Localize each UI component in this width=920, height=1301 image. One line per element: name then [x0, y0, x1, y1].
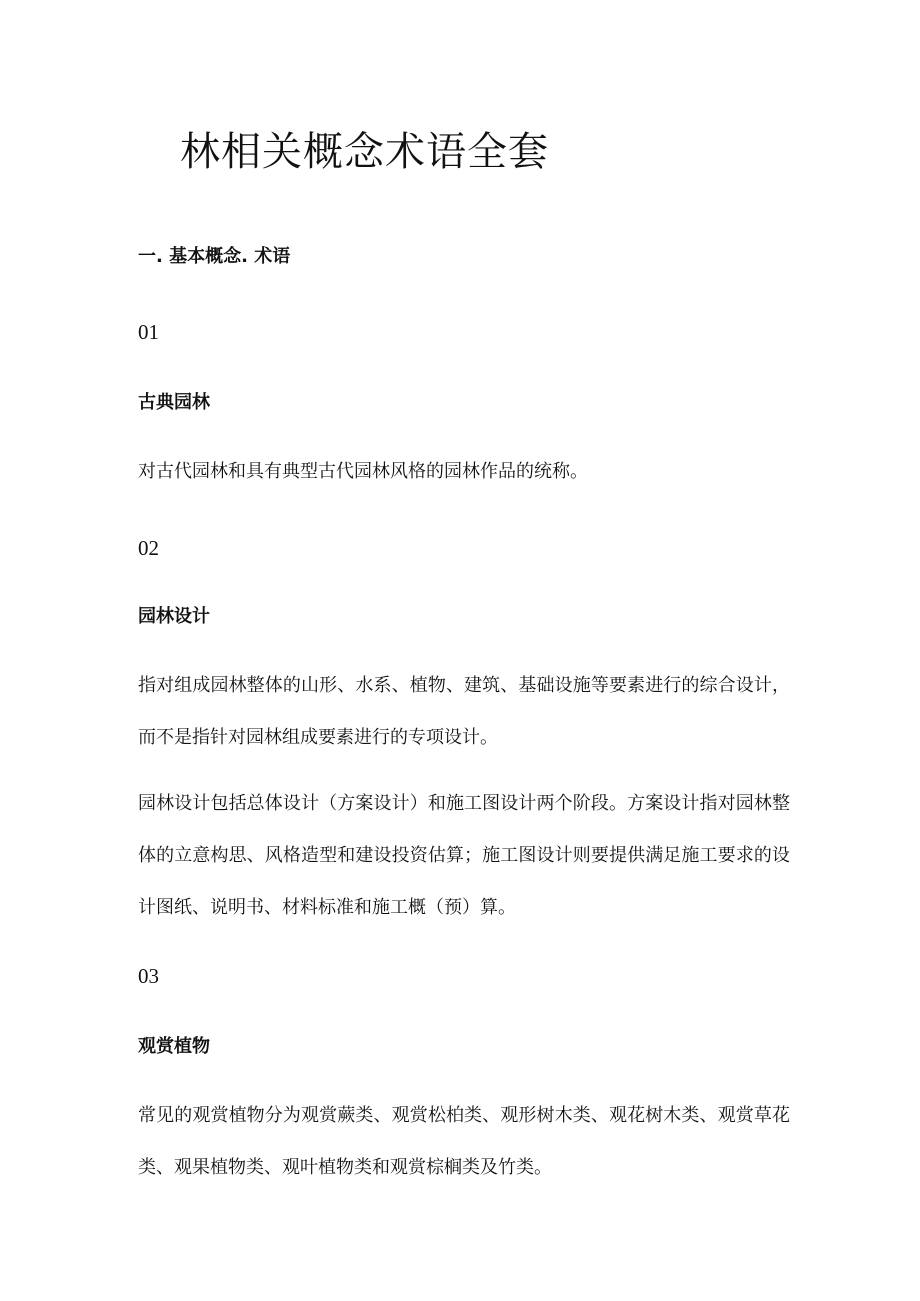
entry-number-03: 03	[138, 964, 159, 988]
entry-definition-ornamental-plants: 常见的观赏植物分为观赏蕨类、观赏松柏类、观形树木类、观花树木类、观赏草花类、观果植物类、观叶植物类和观赏棕榈类及竹类。	[138, 1105, 790, 1178]
entry-number-02: 02	[138, 536, 159, 560]
entry-detail-garden-design-stages: 园林设计包括总体设计（方案设计）和施工图设计两个阶段。方案设计指对园林整体的立意构思、风格造型和建设投资估算；施工图设计则要提供满足施工要求的设计图纸、说明书、材料标准和施工概（预）算。	[138, 793, 790, 918]
entry-term-classical-garden: 古典园林	[138, 392, 210, 413]
entry-number-01: 01	[138, 320, 159, 344]
section-heading: 一. 基本概念. 术语	[138, 246, 291, 267]
entry-definition-classical-garden: 对古代园林和具有典型古代园林风格的园林作品的统称。	[138, 461, 588, 482]
document-title: 林相关概念术语全套	[180, 129, 549, 175]
entry-definition-garden-design: 指对组成园林整体的山形、水系、植物、建筑、基础设施等要素进行的综合设计，而不是指针对园林组成要素进行的专项设计。	[138, 675, 790, 748]
entry-term-garden-design: 园林设计	[138, 606, 210, 627]
entry-term-ornamental-plants: 观赏植物	[138, 1036, 210, 1057]
